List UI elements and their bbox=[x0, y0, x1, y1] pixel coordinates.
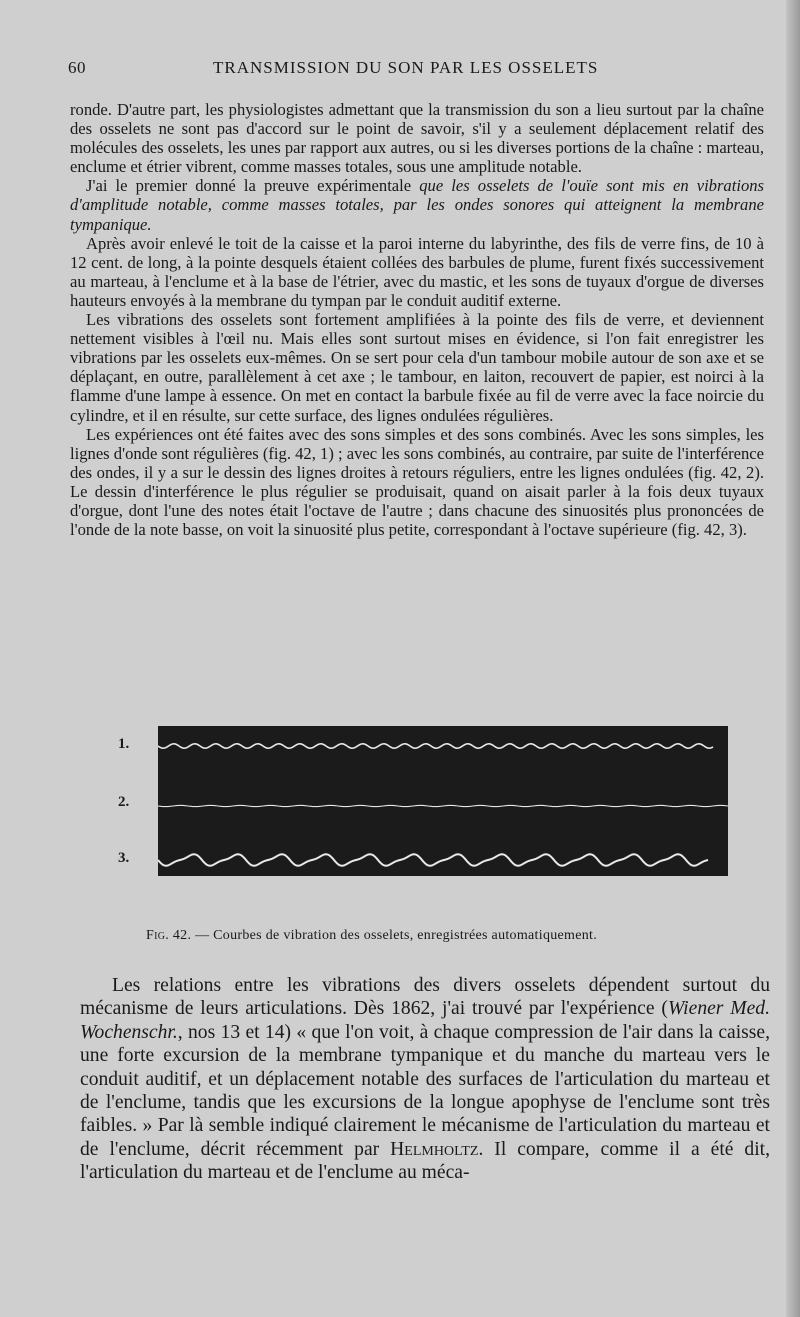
paragraph bbox=[70, 176, 764, 233]
page-header bbox=[68, 58, 768, 84]
text-block-lower bbox=[80, 974, 770, 1185]
vibration-curves-figure bbox=[158, 726, 728, 876]
figure-caption bbox=[146, 928, 766, 944]
figure-42 bbox=[108, 726, 728, 896]
paragraph-text: ronde. D'autre part, les physiologistes admettant que la transmission du son a lieu surtout par la chaîne des osselets ne sont pas d'accord sur le point de savoir, s'il y a seulement déplacement relatif des molécules des osselets, les unes par rapport aux autres, ou si les diverses portions de la chaîne : marteau, enclume et étrier vibrent, comme masses totales, sous une amplitude notable. bbox=[70, 100, 764, 177]
paragraph-text: Les expériences ont été faites avec des sons simples et des sons combinés. Avec les sons simples, les lignes d'onde sont régulières (fig. 42, 1) ; avec les sons combinés, au contraire, par suite de l'interférence des ondes, il y a sur le dessin des lignes droites à retours réguliers, entre les lignes ondulées (fig. 42, 2). Le dessin d'interférence le plus régulier se produisait, quand on aisait parler à la fois deux tuyaux d'orgue, dont l'une des notes était l'octave de l'autre ; dans chacune des sinuosités plus prononcées de l'onde de la note basse, on voit la sinuosité plus petite, correspondant à l'octave supérieure (fig. 42, 3). bbox=[70, 424, 764, 540]
paragraph-text: . Il compare, comme il a été dit, l'articulation du marteau et de l'enclume au méca- bbox=[80, 1138, 770, 1184]
paragraph-text: Les relations entre les vibrations des divers osselets dépendent surtout du mécanisme de leurs articulations. Dès 1862, j'ai trouvé par l'expérience ( bbox=[80, 975, 770, 1020]
italic-statement: que les osselets de l'ouïe sont mis en vibrations d'amplitude notable, comme masses totales, par les ondes sonores qui atteignent la membrane tympanique. bbox=[70, 176, 764, 234]
smoked-drum-board bbox=[158, 726, 728, 876]
paragraph bbox=[70, 425, 764, 540]
paragraph-text: J'ai le premier donné la preuve expérimentale bbox=[86, 176, 420, 196]
running-title: TRANSMISSION DU SON PAR LES OSSELETS bbox=[213, 58, 599, 77]
paragraph-text: Après avoir enlevé le toit de la caisse et la paroi interne du labyrinthe, des fils de verre fins, de 10 à 12 cent. de long, à la pointe desquels étaient collées des barbules de plume, furent fixés successivement au marteau, à l'enclume et à la base de l'étrier, avec du mastic, et les sons de tuyaux d'orgue de diverses hauteurs envoyés à la membrane du tympan par le conduit auditif externe. bbox=[70, 233, 764, 310]
paragraph-text: , nos 13 et 14) « que l'on voit, à chaque compression de l'air dans la caisse, une forte excursion de la membrane tympanique et du manche du marteau vers le conduit auditif, et un déplacement notable des surfaces de l'articulation du marteau et de l'enclume, tandis que les excursions de la longue apophyse de l'enclume sont très faibles. » Par là semble indiqué clairement le mécanisme de l'articulation du marteau et de l'enclume, décrit récemment par bbox=[80, 1021, 770, 1160]
caption-figure-id: Fig. 42. bbox=[146, 928, 192, 943]
figure-label-1: 1. bbox=[118, 736, 130, 752]
page-number: 60 bbox=[68, 58, 86, 77]
caption-text: — Courbes de vibration des osselets, enregistrées automatiquement. bbox=[195, 928, 598, 943]
paragraph bbox=[70, 100, 764, 176]
paragraph bbox=[70, 310, 764, 425]
page-edge-shadow bbox=[786, 0, 800, 1317]
figure-label-2: 2. bbox=[118, 794, 130, 810]
paragraph bbox=[80, 974, 770, 1185]
text-block-upper bbox=[70, 100, 764, 539]
author-name: Helmholtz bbox=[390, 1138, 479, 1160]
paragraph-text: Les vibrations des osselets sont fortement amplifiées à la pointe des fils de verre, et deviennent nettement visibles à l'œil nu. Mais elles sont surtout mises en évidence, si l'on fait enregistrer les vibrations par les osselets eux-mêmes. On se sert pour cela d'un tambour mobile autour de son axe et se déplaçant, en outre, parallèlement à cet axe ; le tambour, en laiton, recouvert de papier, est noirci à la flamme d'une lampe à essence. On met en contact la barbule fixée au fil de verre avec la face noircie du cylindre, et il en résulte, sur cette surface, des lignes ondulées régulières. bbox=[70, 310, 764, 425]
figure-label-3: 3. bbox=[118, 850, 130, 866]
paragraph bbox=[70, 234, 764, 310]
journal-citation: Wiener Med. Wochenschr. bbox=[80, 998, 770, 1043]
